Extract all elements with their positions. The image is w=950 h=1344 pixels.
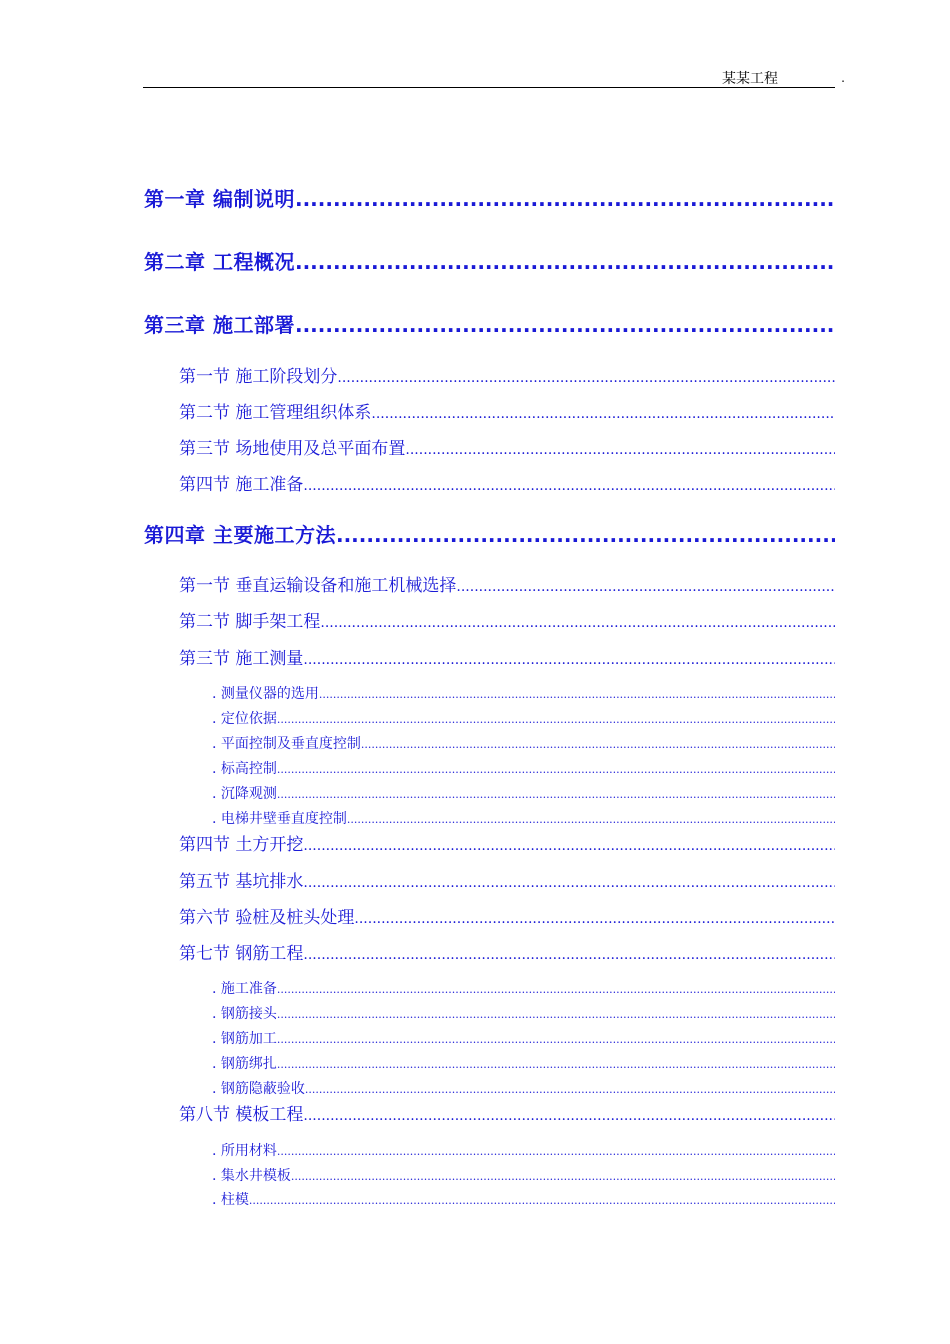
toc-chapter[interactable]: [144, 183, 835, 212]
toc-label: . 测量仪器的选用: [212, 686, 319, 702]
toc-label: . 钢筋接头: [212, 1006, 277, 1022]
toc-leader: [456, 579, 835, 595]
toc-leader: [291, 1170, 835, 1183]
toc-section[interactable]: [179, 362, 835, 387]
toc-leader: [303, 478, 835, 494]
toc-label: 第二节 脚手架工程: [179, 612, 321, 632]
toc-leader: [347, 813, 835, 826]
toc-label: . 平面控制及垂直度控制: [212, 736, 361, 752]
toc-label: . 柱模: [212, 1192, 249, 1208]
toc-leader: [277, 713, 835, 726]
toc-label: . 钢筋加工: [212, 1031, 277, 1047]
toc-leader: [303, 1108, 835, 1124]
toc-leader: [277, 1008, 835, 1021]
toc-label: 第一章 编制说明: [144, 187, 295, 211]
toc-leader: [303, 947, 835, 963]
toc-label: 第三节 施工测量: [179, 649, 304, 669]
toc-leader: [249, 1194, 835, 1207]
toc-label: . 沉降观测: [212, 786, 277, 802]
toc-label: 第二节 施工管理组织体系: [179, 403, 372, 423]
toc-label: 第三章 施工部署: [144, 313, 295, 337]
toc-label: 第四节 土方开挖: [179, 835, 304, 855]
toc-label: 第二章 工程概况: [144, 250, 295, 274]
toc-label: 第四节 施工准备: [179, 475, 304, 495]
toc-section[interactable]: [179, 607, 835, 632]
toc-label: 第一节 垂直运输设备和施工机械选择: [179, 576, 457, 596]
toc-leader: [277, 1033, 835, 1046]
toc-label: 第五节 基坑排水: [179, 872, 304, 892]
toc-label: 第六节 验桩及桩头处理: [179, 908, 355, 928]
toc-label: . 钢筋绑扎: [212, 1056, 277, 1072]
toc-subsection[interactable]: [212, 1053, 835, 1073]
toc-leader: [277, 1058, 835, 1071]
toc-section[interactable]: [179, 470, 835, 495]
toc-label: 第四章 主要施工方法: [144, 523, 336, 547]
toc-chapter[interactable]: [144, 519, 835, 548]
toc-section[interactable]: [179, 434, 835, 459]
toc-section[interactable]: [179, 903, 835, 928]
toc-subsection[interactable]: [212, 733, 835, 753]
toc-section[interactable]: [179, 867, 835, 892]
toc-subsection[interactable]: [212, 1189, 835, 1209]
toc-leader: [361, 738, 835, 751]
toc-leader: [354, 911, 835, 927]
toc-subsection[interactable]: [212, 783, 835, 803]
toc-leader: [295, 187, 835, 211]
toc-leader: [303, 838, 835, 854]
toc-leader: [277, 763, 835, 776]
toc-subsection[interactable]: [212, 1078, 835, 1098]
toc-leader: [319, 688, 835, 701]
toc-subsection[interactable]: [212, 1028, 835, 1048]
toc-label: . 所用材料: [212, 1143, 277, 1159]
toc-leader: [336, 523, 835, 547]
toc-label: 第八节 模板工程: [179, 1105, 304, 1125]
toc-label: 第三节 场地使用及总平面布置: [179, 439, 406, 459]
toc-subsection[interactable]: [212, 683, 835, 703]
toc-leader: [295, 250, 835, 274]
toc-leader: [277, 788, 835, 801]
toc-subsection[interactable]: [212, 1003, 835, 1023]
toc-leader: [371, 406, 835, 422]
toc-section[interactable]: [179, 644, 835, 669]
toc-label: . 集水井模板: [212, 1168, 291, 1184]
toc-section[interactable]: [179, 939, 835, 964]
toc-section[interactable]: [179, 571, 835, 596]
toc-label: . 钢筋隐蔽验收: [212, 1081, 305, 1097]
toc-chapter[interactable]: [144, 309, 835, 338]
toc-section[interactable]: [179, 830, 835, 855]
toc-subsection[interactable]: [212, 758, 835, 778]
toc-leader: [295, 313, 835, 337]
toc-label: . 定位依据: [212, 711, 277, 727]
toc-leader: [405, 442, 835, 458]
toc-leader: [305, 1083, 835, 1096]
toc-leader: [277, 983, 835, 996]
toc-subsection[interactable]: [212, 808, 835, 828]
toc-section[interactable]: [179, 1100, 835, 1125]
toc-leader: [277, 1145, 835, 1158]
header-title: 某某工程: [722, 71, 778, 87]
toc-subsection[interactable]: [212, 1140, 835, 1160]
toc-label: . 施工准备: [212, 981, 277, 997]
toc-subsection[interactable]: [212, 1165, 835, 1185]
toc-label: . 电梯井壁垂直度控制: [212, 811, 347, 827]
toc-section[interactable]: [179, 398, 835, 423]
toc-leader: [320, 615, 835, 631]
toc-subsection[interactable]: [212, 978, 835, 998]
toc-leader: [303, 875, 835, 891]
toc-subsection[interactable]: [212, 708, 835, 728]
toc-label: . 标高控制: [212, 761, 277, 777]
toc-chapter[interactable]: [144, 246, 835, 275]
toc-label: 第七节 钢筋工程: [179, 944, 304, 964]
page-header: [143, 66, 845, 88]
toc-label: 第一节 施工阶段划分: [179, 367, 338, 387]
toc-leader: [303, 652, 835, 668]
header-dot: .: [841, 71, 845, 85]
toc-leader: [337, 370, 835, 386]
